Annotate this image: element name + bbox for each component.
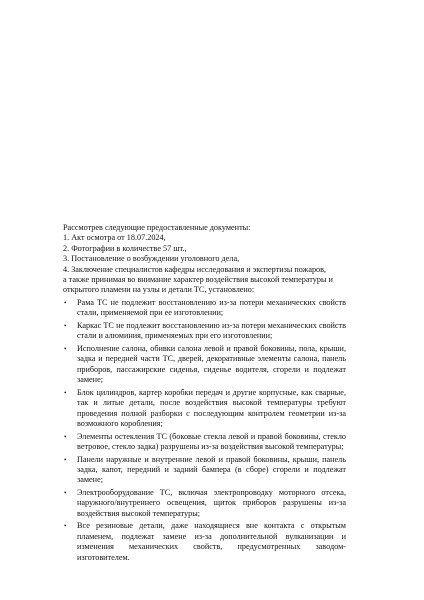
document-item: 1. Акт осмотра от 18.07.2024, — [63, 233, 166, 243]
finding-item — [63, 388, 346, 430]
finding-text: Исполнение салона, обивки салона левой и правой боковины, пола, крыши, задка и передней части ТС, дверей, декоративные элементы салона, панель приборов, пассажирские сиденья, сиденье водителя, сгорели и подлежат замене; — [77, 344, 346, 385]
bullet-icon: • — [64, 322, 67, 331]
bullet-icon: • — [64, 388, 67, 397]
finding-text: Электрооборудование ТС, включая электропроводку моторного отсека, наружного/внутреннего освещения, щиток приборов разрушены из-за воздействия высокой температуры; — [77, 488, 346, 518]
bullet-icon: • — [64, 455, 67, 464]
consideration-text: а также принимая во внимание характер воздействия высокой температуры и — [63, 275, 333, 285]
document-item: 3. Постановление о возбуждении уголовного дела, — [63, 254, 240, 264]
finding-text: Элементы остекления ТС (боковые стекла левой и правой боковины, стекло ветровое, стекло задка) разрушены из-за воздействия высокой температуры; — [77, 431, 346, 452]
finding-item — [63, 432, 346, 453]
intro-text: Рассмотрев следующие предоставленные документы: — [63, 223, 251, 232]
finding-item — [63, 344, 346, 386]
documents-list — [63, 233, 346, 275]
finding-text: Каркас ТС не подлежит восстановлению из-за потери механических свойств стали и алюминия, применяемых при его изготовлении; — [77, 321, 346, 341]
findings-list — [63, 298, 346, 563]
bullet-icon: • — [64, 522, 67, 531]
bullet-icon: • — [64, 299, 67, 308]
document-item: 4. Заключение специалистов кафедры исследования и экспертизы пожаров, — [63, 264, 327, 274]
finding-item — [63, 521, 346, 563]
finding-item — [63, 488, 346, 519]
bullet-icon: • — [64, 489, 67, 498]
finding-text: Рама ТС не подлежит восстановлению из-за потери механических свойств стали, применяемой при ее изготовлении; — [77, 298, 346, 318]
finding-item — [63, 321, 346, 342]
finding-text: Блок цилиндров, картер коробки передач и другие корпусные, как сварные, так и литые детали, после воздействия высокой температуры требуют проведения полной разборки с последующим контролем геометрии из-за возможного коробления; — [77, 387, 346, 429]
finding-text: Все резиновые детали, даже находящиеся вне контакта с открытым пламенем, подлежат замене из-за дополнительной вулканизации и изменения механических свойств, предусмотренных заводом-изготовителем. — [77, 521, 346, 562]
finding-item — [63, 455, 346, 486]
finding-item — [63, 298, 346, 319]
document-body — [63, 223, 346, 563]
consideration-text: открытого пламени на узлы и детали ТС, установлено: — [63, 285, 255, 295]
document-item: 2. Фотографии в количестве 57 шт., — [63, 243, 187, 253]
finding-text: Панели наружные и внутренние левой и правой боковины, крыши, панель задка, капот, передний и задний бампера (в сборе) сгорели и подлежат замене; — [77, 454, 346, 485]
bullet-icon: • — [64, 345, 67, 354]
bullet-icon: • — [64, 432, 67, 441]
